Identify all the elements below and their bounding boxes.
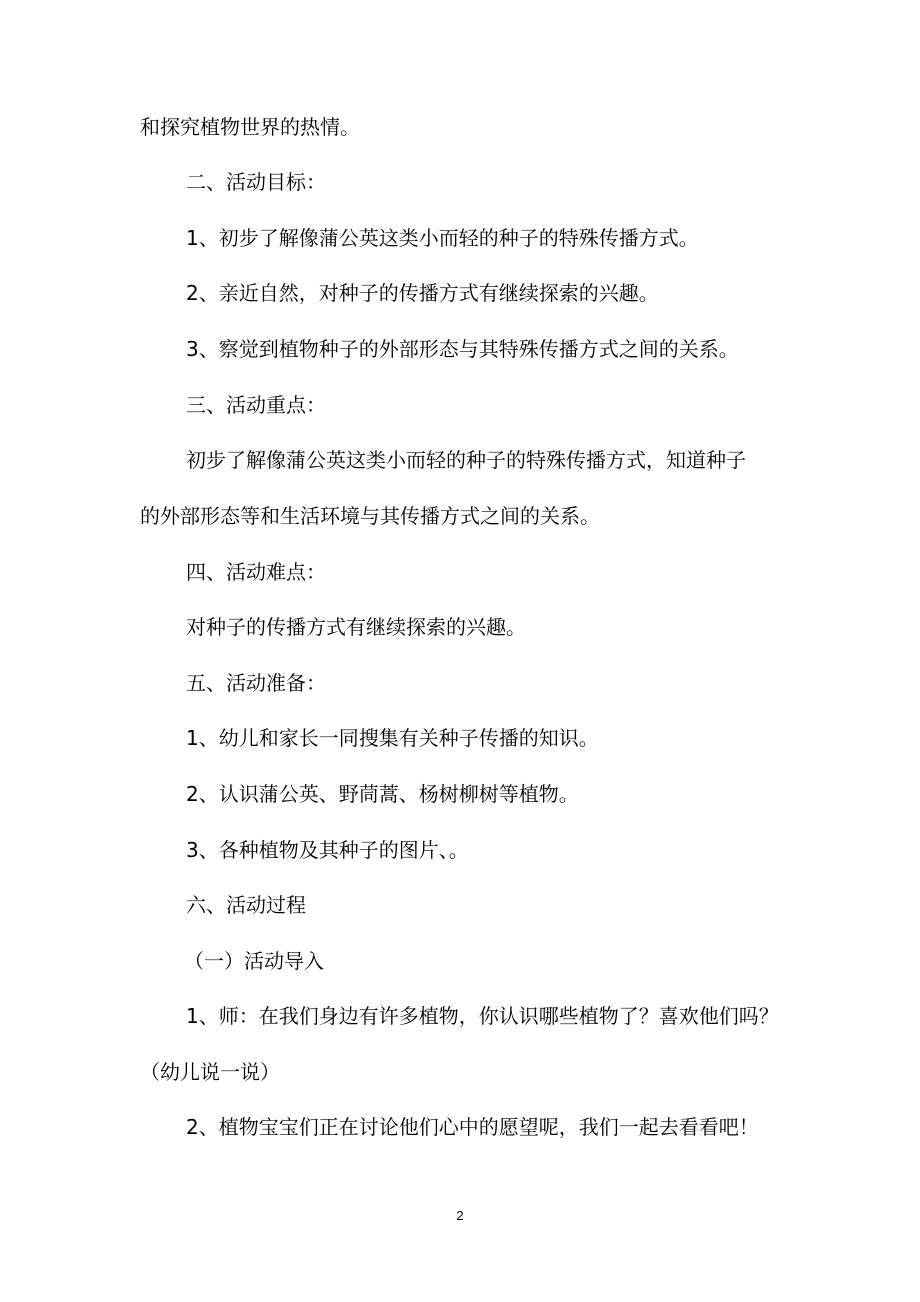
process-item-1-note: （幼儿说一说） xyxy=(140,1060,280,1084)
page-number: 2 xyxy=(456,1208,464,1223)
key-points-line-2: 的外部形态等和生活环境与其传播方式之间的关系。 xyxy=(140,504,600,528)
section-heading-process: 六、活动过程 xyxy=(186,893,306,917)
section-heading-key-points: 三、活动重点： xyxy=(186,393,326,417)
paragraph-line-continuation: 和探究植物世界的热情。 xyxy=(140,115,360,139)
process-item-1: 1、师：在我们身边有许多植物，你认识哪些植物了？喜欢他们吗？ xyxy=(186,1004,779,1028)
preparation-item-3: 3、各种植物及其种子的图片、。 xyxy=(186,838,469,862)
goal-item-3: 3、察觉到植物种子的外部形态与其特殊传播方式之间的关系。 xyxy=(186,337,739,361)
difficulties-text: 对种子的传播方式有继续探索的兴趣。 xyxy=(186,615,526,639)
key-points-line-1: 初步了解像蒲公英这类小而轻的种子的特殊传播方式，知道种子 xyxy=(186,448,746,472)
process-item-2: 2、植物宝宝们正在讨论他们心中的愿望呢，我们一起去看看吧！ xyxy=(186,1115,759,1139)
section-heading-difficulties: 四、活动难点： xyxy=(186,560,326,584)
goal-item-1: 1、初步了解像蒲公英这类小而轻的种子的特殊传播方式。 xyxy=(186,226,699,250)
preparation-item-1: 1、幼儿和家长一同搜集有关种子传播的知识。 xyxy=(186,726,599,750)
goal-item-2: 2、亲近自然，对种子的传播方式有继续探索的兴趣。 xyxy=(186,281,659,305)
section-heading-preparation: 五、活动准备： xyxy=(186,671,326,695)
subsection-heading-intro: （一）活动导入 xyxy=(184,949,324,973)
preparation-item-2: 2、认识蒲公英、野茼蒿、杨树柳树等植物。 xyxy=(186,782,579,806)
section-heading-goals: 二、活动目标： xyxy=(186,170,326,194)
